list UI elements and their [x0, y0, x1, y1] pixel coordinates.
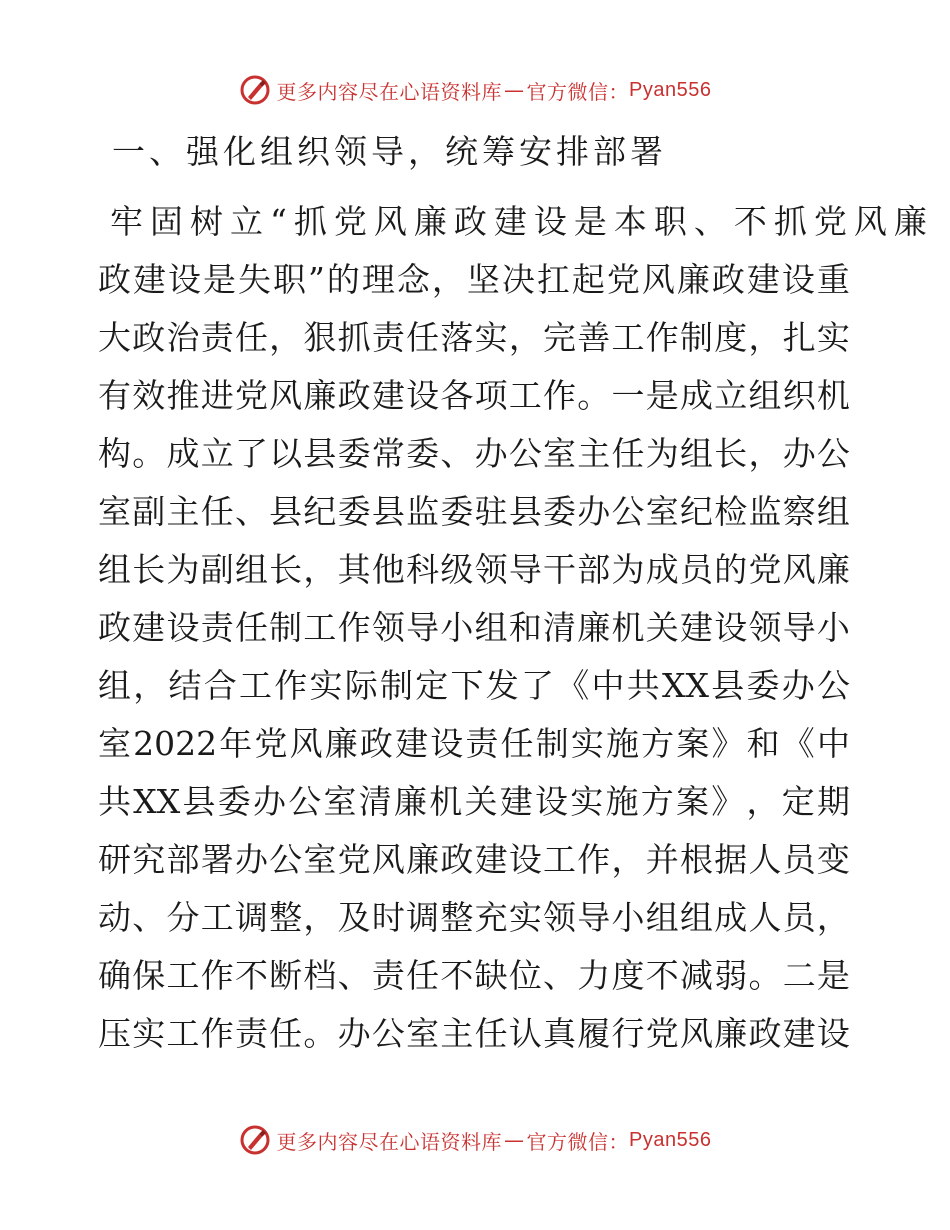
- body-line: 压 实 工 作 责 任 。 办 公 室 主 任 认 真 履 行 党 风 廉 政 建 设: [98, 1014, 850, 1053]
- body-line: 政 建 设 是 失 职 ” 的 理 念 ， 坚 决 扛 起 党 风 廉 政 建 设 重: [98, 260, 850, 299]
- body-line: 动 、 分 工 调 整 ， 及 时 调 整 充 实 领 导 小 组 组 成 人 员 ，: [98, 898, 850, 937]
- banner-wechat-label: 官方微信：: [526, 79, 630, 104]
- banner-wechat-label: 官方微信：: [526, 1129, 630, 1154]
- body-line: 共 XX 县 委 办 公 室 清 廉 机 关 建 设 实 施 方 案 》 ， 定 期: [98, 782, 850, 821]
- banner-wechat-id: Pyan556: [629, 1128, 712, 1151]
- section-heading: 一、强化组织领导，统筹安排部署: [112, 132, 667, 171]
- body-line: 组 ， 结 合 工 作 实 际 制 定 下 发 了 《 中 共 XX 县 委 办 公: [98, 666, 850, 705]
- body-line: 构 。 成 立 了 以 县 委 常 委 、 办 公 室 主 任 为 组 长 ， 办 公: [98, 434, 850, 473]
- body-line: 牢固树立“抓党风廉政建设是本职、不抓党风廉: [110, 202, 934, 241]
- footer-banner: [0, 1124, 950, 1156]
- header-banner: [0, 74, 950, 106]
- pen-logo-icon: [239, 74, 271, 106]
- banner-text: 更多内容尽在心语资料库: [276, 79, 503, 104]
- banner-separator: —: [504, 78, 525, 102]
- banner-text: 更多内容尽在心语资料库: [276, 1129, 503, 1154]
- body-line: 室 2022 年 党 风 廉 政 建 设 责 任 制 实 施 方 案 》 和 《 中: [98, 724, 850, 763]
- body-line: 组 长 为 副 组 长 ， 其 他 科 级 领 导 干 部 为 成 员 的 党 风 廉: [98, 550, 850, 589]
- body-line: 研 究 部 署 办 公 室 党 风 廉 政 建 设 工 作 ， 并 根 据 人 员 变: [98, 840, 850, 879]
- body-text: [98, 193, 934, 1063]
- body-line: 政 建 设 责 任 制 工 作 领 导 小 组 和 清 廉 机 关 建 设 领 导 小: [98, 608, 850, 647]
- body-line: 确 保 工 作 不 断 档 、 责 任 不 缺 位 、 力 度 不 减 弱 。 二 是: [98, 956, 850, 995]
- body-line: 大 政 治 责 任 ， 狠 抓 责 任 落 实 ， 完 善 工 作 制 度 ， 扎 实: [98, 318, 850, 357]
- body-line: 有 效 推 进 党 风 廉 政 建 设 各 项 工 作 。 一 是 成 立 组 织 机: [98, 376, 850, 415]
- body-line: 室 副 主 任 、 县 纪 委 县 监 委 驻 县 委 办 公 室 纪 检 监 察 组: [98, 492, 850, 531]
- banner-separator: —: [504, 1128, 525, 1152]
- pen-logo-icon: [239, 1124, 271, 1156]
- banner-wechat-id: Pyan556: [629, 78, 712, 101]
